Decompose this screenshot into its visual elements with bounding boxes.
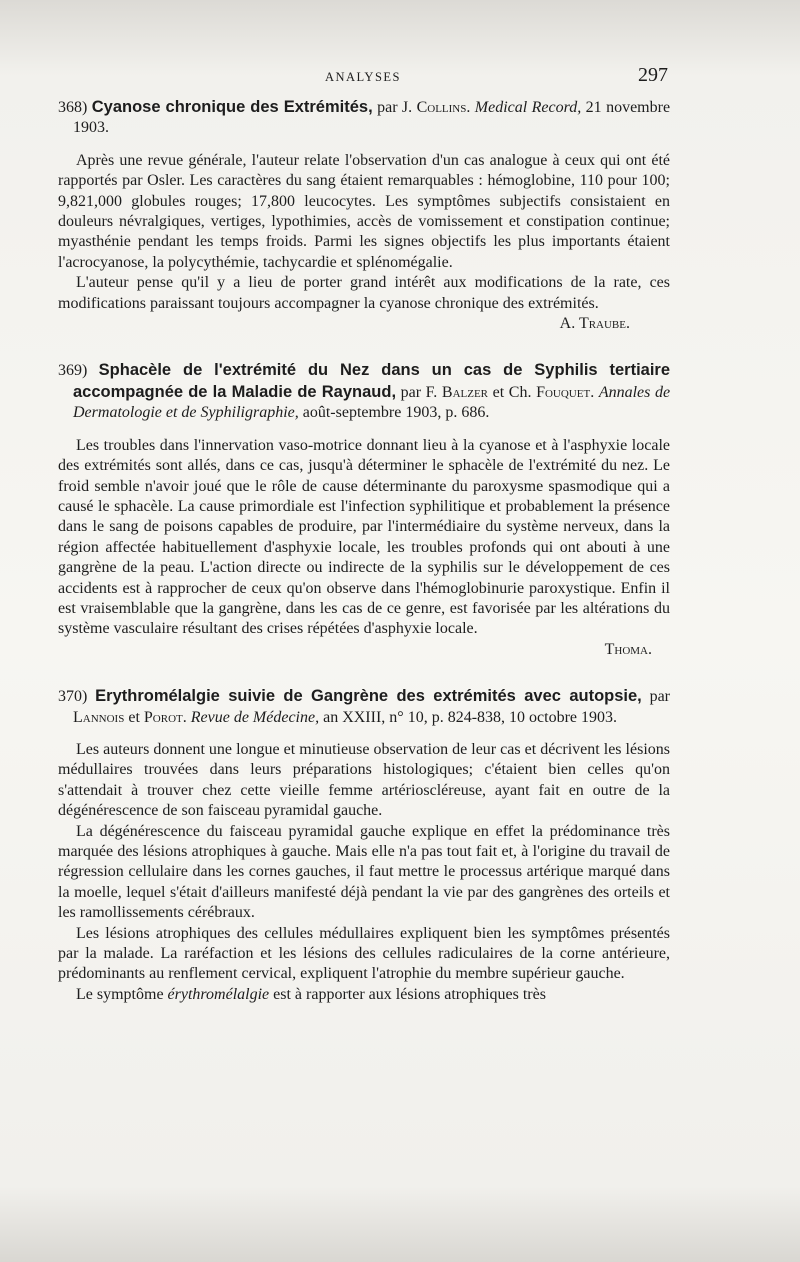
journal-name: Medical Record, bbox=[474, 99, 582, 116]
article-title: Erythromélalgie suivie de Gangrène des extrémités avec autopsie, bbox=[95, 687, 642, 706]
paragraph: La dégénérescence du faisceau pyramidal gauche explique en effet la prédominance très marquée des lésions atrophiques à gauche. Mais elle n'a pas tout fait et, à l'origine du travail de régression cellulaire dans les cornes gauches, il faut mettre le processus artérique marqué dans la moelle, lequel s'était d'ailleurs manifesté déjà pendant la vie par des gangrènes des orteils et les ramollissements cérébraux. bbox=[58, 822, 670, 922]
italic-term: érythromélalgie bbox=[167, 985, 270, 1003]
author-name: Fouquet bbox=[536, 383, 591, 401]
article-heading bbox=[58, 97, 670, 139]
article-369 bbox=[58, 360, 670, 660]
reviewer-signature: Thoma. bbox=[604, 640, 652, 658]
article-title: Sphacèle de l'extrémité du Nez dans un cas de Syphilis tertiaire accompagnée de la Maladie de Raynaud, bbox=[73, 361, 671, 401]
publication-date: 21 novembre 1903. bbox=[73, 99, 671, 137]
paragraph bbox=[58, 436, 670, 640]
by-text: par F. bbox=[400, 383, 438, 401]
page-header bbox=[58, 64, 668, 86]
journal-name: Annales de Dermatologie et de Syphiligraphie, bbox=[73, 383, 671, 422]
separator: . bbox=[590, 383, 595, 401]
author-name: Collins bbox=[416, 99, 467, 116]
author-name: Balzer bbox=[441, 383, 489, 401]
separator: . bbox=[182, 708, 187, 726]
author-name: Porot bbox=[143, 708, 183, 726]
running-title: ANALYSES bbox=[324, 70, 402, 84]
paragraph-text: L'auteur pense qu'il y a lieu de porter grand intérêt aux modifications de la rate, ces modifications paraissant toujours accompagner la cyanose chronique des extrémités. bbox=[58, 274, 670, 312]
paragraph-text: Les troubles dans l'innervation vaso-motrice donnant lieu à la cyanose et à l'asphyxie locale des extrémités sont allés, dans ce cas, jusqu'à déterminer le sphacèle de l'extrémité du nez. Le froid semble n'avoir joué que le rôle de cause déterminante du paroxysme spasmodique qui a causé le sphacèle. La cause primordiale est l'infection syphilitique et probablement la présence dans le sang de poisons capables de produire, par l'intermédiaire du système nerveux, dans la région affectée habituellement d'asphyxie locale, les troubles profonds qui ont abouti à une gangrène de la peau. L'action directe ou indirecte de la syphilis sur le développement de ces accidents est à rapprocher de ceux qu'on observe dans l'hémoglobinurie paroxystique. Enfin il est vraisemblable que la gangrène, dans les cas de ce genre, est favorisée par les altérations du système vasculaire résultant des crises répétées d'asphyxie locale. bbox=[58, 436, 670, 638]
paragraph: Les lésions atrophiques des cellules médullaires expliquent bien les symptômes présentés par la malade. La raréfaction et les lésions des cellules radiculaires de la corne antérieure, prédominants au renflement cervical, expliquent l'atrophie du membre supérieur gauche. bbox=[58, 924, 670, 983]
paragraph bbox=[58, 273, 670, 314]
page-number: 297 bbox=[638, 64, 668, 86]
article-heading bbox=[58, 360, 670, 423]
reviewer-signature: A. Traube. bbox=[559, 315, 630, 333]
article-number: 368) bbox=[58, 99, 88, 116]
paragraph bbox=[58, 985, 670, 1005]
article-number: 370) bbox=[58, 688, 88, 706]
journal-name: Revue de Médecine, bbox=[190, 708, 320, 726]
publication-date: août-septembre 1903, p. 686. bbox=[302, 404, 490, 422]
article-368 bbox=[58, 97, 670, 334]
publication-date: an XXIII, n° 10, p. 824-838, 10 octobre 1903. bbox=[323, 708, 617, 726]
and-text: et Ch. bbox=[492, 383, 532, 401]
article-heading bbox=[58, 686, 670, 728]
article-number: 369) bbox=[58, 362, 88, 380]
by-text: par bbox=[649, 688, 671, 706]
and-text: et bbox=[128, 708, 140, 726]
article-title: Cyanose chronique des Extrémités, bbox=[91, 98, 373, 116]
article-370 bbox=[58, 686, 670, 1005]
paragraph: Après une revue générale, l'auteur relate l'observation d'un cas analogue à ceux qui ont été rapportés par Osler. Les caractères du sang étaient remarquables : hémoglobine, 110 pour 100; 9,821,000 globules rouges; 17,800 leucocytes. Les symptômes subjectifs consistaient en douleurs névralgiques, vertiges, lypothimies, accès de vomissement et constipation continue; myasthénie pendant les temps froids. Parmi les signes objectifs les plus importants étaient l'acrocyanose, la polycythémie, tachycardie et splénomégalie. bbox=[58, 151, 670, 271]
by-text: par J. bbox=[377, 99, 413, 116]
page-content bbox=[58, 97, 670, 1005]
author-name: Lannois bbox=[73, 708, 125, 726]
paragraph-text: est à rapporter aux lésions atrophiques très bbox=[273, 985, 546, 1003]
paragraph: Les auteurs donnent une longue et minutieuse observation de leur cas et décrivent les lésions médullaires trouvées dans leurs préparations histologiques; c'étaient bien celles qu'on s'attendait à trouver chez cette vieille femme artérioscléreuse, ayant fait en outre de la dégénérescence de son faisceau pyramidal gauche. bbox=[58, 740, 670, 820]
separator: . bbox=[466, 99, 471, 116]
paragraph-text: Le symptôme bbox=[76, 985, 164, 1003]
